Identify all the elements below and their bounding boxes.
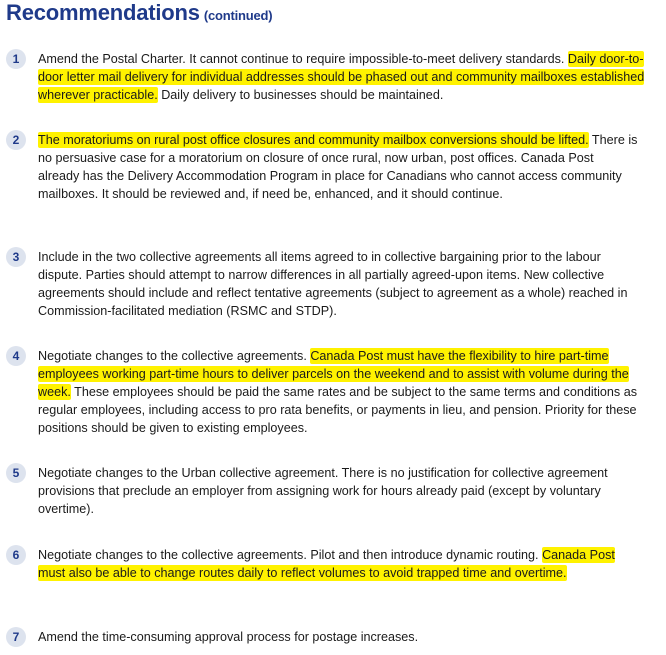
recommendation-text [38,50,646,104]
text-plain: Amend the Postal Charter. It cannot continue to require impossible-to-meet delivery standards. [38,52,568,66]
text-highlight: Canada Post must have the flexibility to hire part-time employees working part-time hours to deliver parcels on the weekend and to assist with volume during the week. [38,349,629,399]
text-plain-after: There is no persuasive case for a moratorium on closure of once rural, now urban, post offices. Canada Post already has the Delivery Accommodation Program in place for Canadians who cannot access community mailboxes. It should be reviewed and, if need be, enhanced, and it should continue. [38,133,638,201]
title-subtitle: (continued) [203,8,273,23]
page-title [6,0,272,26]
recommendation-text [38,248,644,320]
text-plain-after: These employees should be paid the same rates and be subject to the same terms and conditions as regular employees, including access to pro rata benefits, or payments in lieu, and pension. Priority for these positions should be given to existing employees. [38,385,638,435]
item-number-badge: 7 [6,627,26,647]
recommendation-text [38,131,638,203]
recommendation-text [38,628,648,646]
text-plain: Negotiate changes to the Urban collective agreement. There is no justification for collective agreement provisions that preclude an employer from assigning work for hours already paid (except by voluntary overtime). [38,466,608,516]
item-number-badge: 4 [6,346,26,366]
text-highlight: The moratoriums on rural post office closures and community mailbox conversions should be lifted. [38,133,589,147]
text-plain: Negotiate changes to the collective agreements. Pilot and then introduce dynamic routing. [38,548,543,562]
text-plain: Include in the two collective agreements all items agreed to in collective bargaining prior to the labour dispute. Parties should attempt to narrow differences in all partially agreed-upon items. New collective agreements should include and reflect tentative agreements (subject to agreement as a whole) reached in Commission-facilitated mediation (RSMC and STDP). [38,250,628,318]
item-number-badge: 6 [6,545,26,565]
item-number-badge: 5 [6,463,26,483]
recommendation-text [38,347,644,437]
text-plain: Negotiate changes to the collective agreements. [38,349,311,363]
text-plain-after: Daily delivery to businesses should be maintained. [157,88,444,102]
item-number-badge: 3 [6,247,26,267]
item-number-badge: 2 [6,130,26,150]
text-highlight: Canada Post must also be able to change routes daily to reflect volumes to avoid trapped time and overtime. [38,548,615,580]
item-number-badge: 1 [6,49,26,69]
recommendation-text [38,546,638,582]
text-highlight: Daily door-to-door letter mail delivery for individual addresses should be phased out and community mailboxes established wherever practicable. [38,52,645,102]
recommendation-text [38,464,628,518]
text-plain: Amend the time-consuming approval process for postage increases. [38,630,419,644]
title-text: Recommendations [6,0,200,25]
